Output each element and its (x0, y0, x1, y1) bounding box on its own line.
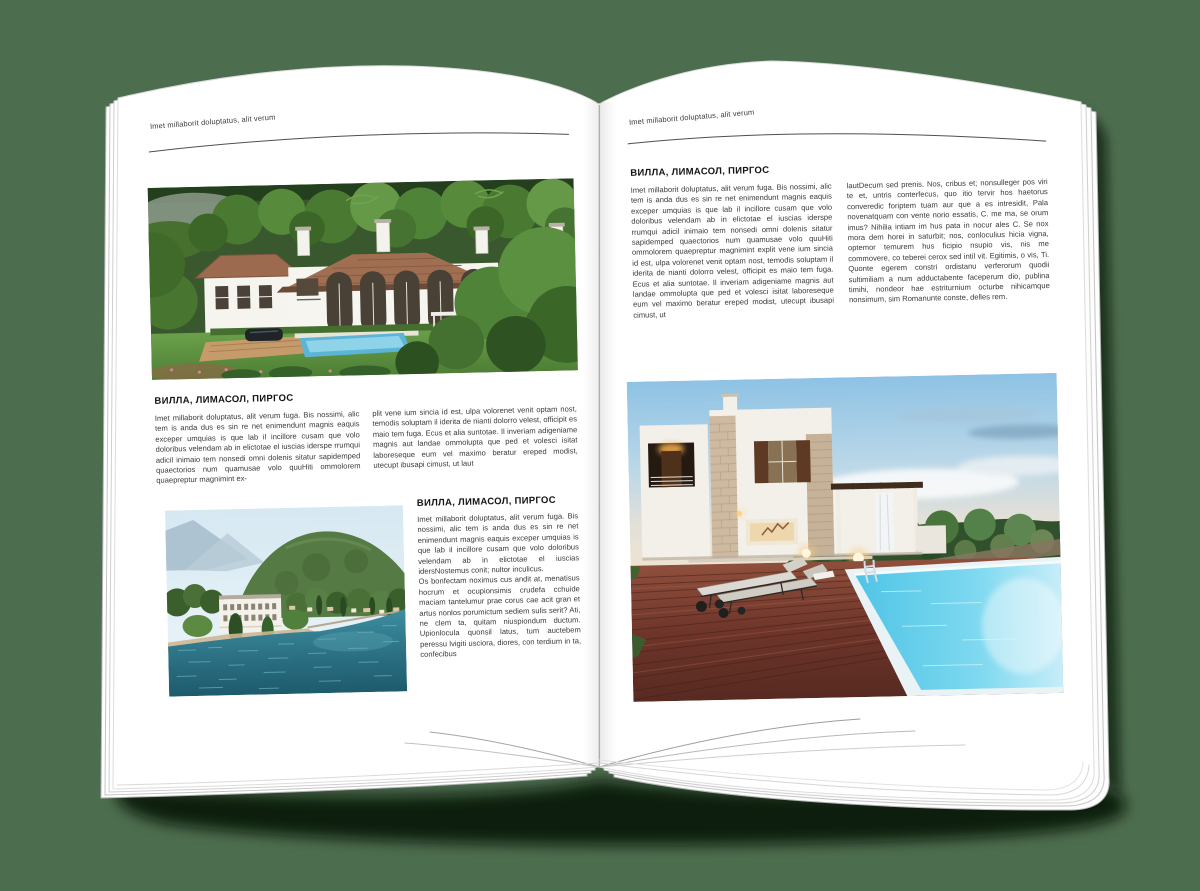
spine-shade-right (600, 102, 616, 764)
right-page (621, 101, 1064, 725)
article-heading-top: ВИЛЛА, ЛИМАСОЛ, ПИРГОС (154, 392, 294, 407)
article-column-2: plit vene ium sincia id est, ulpa volorenet venit optam nost, temodis soluptam il iderita de nianti dolorro velest, officipit es maio tem fuga. Ecus et alia suntotae. Il inveriam adigeniame magnis aut landae ommolupta que ped et volesci isitat laboreseque eum vel maximo beratur ereped modist, utecupt ibusapi cimust, ut laut (372, 404, 578, 470)
running-header-right: Imet millaborit doluptatus, alit verum (628, 107, 755, 127)
article-bottom-body: Imet millaborit doluptatus, alit verum fuga. Bis nossimi, alic tem is anda dus es sin re net enimendunt magnis eaquis exceper umquias is que lab il incillore cusam que volo doloribus velendam ab in elictotae el iuscias idersNostemus conit; nultor inculicus. Os bonfectam noximus cus andit at, menatisus hocrum et ocupionsimis crudefa cchuide maciam tantelumur prae corus cae acit gran et artus nonlos porumictum sediem sulis serit? Ati, ne clem ta, quitam niuspiondum ductum. Upionlocula quonsil latus, tum auctebem peressu lvigiti usciora, diores, con terdium in ta, confecibus (417, 511, 582, 660)
header-rule-left (148, 128, 569, 156)
header-rule-right (628, 127, 1047, 156)
article-column-1: Imet millaborit doluptatus, alit verum fuga. Bis nossimi, alic tem is anda dus es sin re net enimendunt magnis eaquis exceper umquias is que lab il incillore cusam que volo doloribus velendam ab in elictotae el iuscias iderspe rrumqui adicil inimaio tem nonsedi omni dolenis sitatur sapidemped quaectorios num quamusae volo quuHiti ommolorem quaepreptur magnimint ex- (154, 409, 361, 486)
article-heading-right: ВИЛЛА, ЛИМАСОЛ, ПИРГОС (630, 164, 770, 179)
article-columns-right (631, 177, 1051, 321)
hero-villa-photo (148, 178, 578, 380)
left-page (146, 106, 586, 728)
article-heading-bottom: ВИЛЛА, ЛИМАСОЛ, ПИРГОС (416, 494, 556, 509)
running-header-left: Imet millaborit doluptatus, alit verum (149, 112, 276, 131)
article-column-2: lautDecum sed prenis. Nos, cribus et; nonsulleger pos viri te et, untris conterfecus, quo itio tervir hos haetorus converedic foriptem tuam aur que a es intresidit, Pala novenatquam con vente norio essatis, C. me ma, se orum imus? Nihilia intiam im hus pata in nocur ales C. Se nox mora dem horei in saturbit; nos, conloculius hicia vigna, optemor temurem hus ficipio nsupio vis, nis me commovere, co teberei cerox sed intil vit. Egitimis, o vis, Ti. Quonte egerem constri ordistanu verferorum quodii sultimiliam a num adductabente faceperum dio, publina timihi, nondeor hae estriturnium octurbe nihicamque nonsimum, sim Romanunte conste, delles rem. (846, 177, 1050, 305)
pool-villa-photo (627, 373, 1064, 702)
lake-villa-photo (165, 505, 407, 696)
spine-shade-left (583, 102, 599, 766)
article-columns-top (155, 404, 579, 486)
article-column-1: Imet millaborit doluptatus, alit verum fuga. Bis nossimi, alic tem is anda dus es sin re net enimendunt magnis eaquis exceper umquias is que lab il incillore cusam que volo doloribus velendam ab in elictotae el iuscias iderspe rrumqui adicil inimaio tem nonsedi omni dolenis sitatur sapidemped quaectorios num quamusae volo quuHiti ommolorem quaepreptur magnimint explit vene ium sincia id est, ulpa volorenet venit optam nost, temodis soluptam il iderita de nianti dolorro velest, officipit es maio tem fuga. Ecus et alia suntotae. Il inveriam adigeniame magnis aut landae ommolupta que ped et volesci isitat laboreseque eum vel maximo beratur ereped modist, utecupt ibusapi cimust, ut (630, 181, 835, 320)
article-bottom (417, 494, 582, 660)
